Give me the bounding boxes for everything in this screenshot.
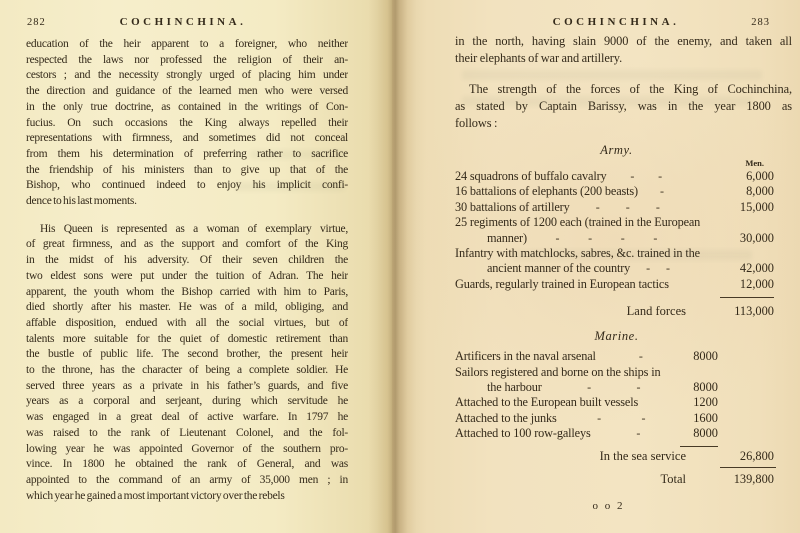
page-number-left: 282 [27,17,46,28]
table-row [455,200,792,215]
row-value: 8000 [693,349,718,364]
body-line: vince. In 1800 he obtained the rank of General, and was [26,458,348,471]
body-line: fucius. On such occasions the King always repelled their [26,116,348,129]
row-value: 30,000 [739,230,774,245]
row-value: 42,000 [739,261,774,276]
table-row [455,277,792,292]
body-line: dence to his last moments. [26,195,137,208]
left-page-header [0,16,392,32]
table-row [455,380,792,395]
body-line: talents more suitable for the quiet of domestic retirement than [26,332,348,345]
row-label: Infantry with matchlocks, sabres, &c. trained in the [455,246,700,261]
row-value: 12,000 [739,276,774,291]
signature-mark: o o 2 [592,499,625,512]
leader-dash: - [660,184,664,199]
row-value: 8000 [693,380,718,395]
body-line: cestors ; and the necessity strongly urged of placing him under [26,69,348,82]
running-title-left: COCHINCHINA. [119,16,247,28]
leader-dash: - [587,380,592,395]
leader-dashes [596,349,686,364]
table-row [455,246,792,261]
army-rows [455,169,792,292]
row-value: 1600 [693,410,718,425]
grand-total-row [455,472,792,487]
leader-dash: - [555,230,560,245]
army-title: Army. [600,143,633,157]
body-paragraph [455,81,792,132]
leader-dash: - [595,199,600,214]
leader-dashes [570,200,686,215]
body-paragraph [26,222,348,505]
body-line: The strength of the forces of the King of Cochinchina, [469,82,792,96]
left-page-body [26,37,348,504]
right-page-content [455,33,792,512]
body-line: representations with firmness, and sometimes did not conceal [26,132,348,145]
row-label: manner) [487,230,527,245]
body-line: Bishop, who continued indeed to enjoy his implicit confi- [26,179,348,192]
row-value: 6,000 [746,169,774,183]
body-line: their elephants of war and artillery. [455,51,623,65]
leader-dash: - [641,410,646,425]
body-paragraph [26,37,348,210]
row-label: 30 battalions of artillery [455,199,570,214]
grand-total-value: 139,800 [733,471,774,486]
row-label: ancient manner of the country [487,261,631,276]
leader-dash: - [655,199,660,214]
body-paragraph [455,33,792,67]
row-label: Attached to the European built vessels [455,395,639,410]
running-title-right: COCHINCHINA. [552,16,680,28]
body-line: follows : [455,116,498,130]
body-line: in the north, having slain 9000 of the enemy, and taken all [455,34,792,48]
body-line: respected the laws nor professed the religion of their an- [26,53,348,66]
row-label: Sailors registered and borne on the ships in [455,364,661,379]
body-line: two eldest sons were put under the tuition of Adran. The heir [26,269,348,282]
leader-dashes [542,380,686,395]
row-value: 1200 [693,395,718,410]
body-line: apparent, the youth whom the Bishop carried with him to Paris, [26,285,348,298]
body-line: was engaged in a great deal of active warfare. In 1797 he [26,411,348,424]
table-row [455,231,792,246]
row-value: 8000 [693,426,718,441]
row-label: the harbour [487,380,542,395]
leader-dashes [630,261,686,276]
row-label: 24 squadrons of buffalo cavalry [455,169,607,183]
body-line: to the throne, has the character of being a complete soldier. He [26,364,348,377]
body-line: which year he gained a most important victory over the rebels [26,489,285,502]
table-row [455,411,792,426]
leader-dash: - [638,349,643,364]
table-row [455,169,792,184]
row-label: Artificers in the naval arsenal [455,349,596,364]
left-page [0,0,392,533]
row-label: 25 regiments of 1200 each (trained in the European [455,215,701,230]
body-line: the direction and guidance of the learned men who were versed [26,85,348,98]
leader-dashes [607,169,686,184]
leader-dash: - [666,261,671,276]
row-value: 8,000 [746,184,774,199]
table-row [455,365,792,380]
table-row [455,261,792,276]
sea-service-total-row [455,449,792,464]
body-line: affable disposition, endued with all the social virtues, but of [26,316,348,329]
grand-total-label: Total [660,471,686,486]
body-line: appointed to the command of an army of 35,000 men ; in [26,473,348,486]
body-line: in the only true doctrine, as contained in the writings of Con- [26,100,348,113]
body-line: His Queen is represented as a woman of exemplary virtue, [40,222,348,235]
body-line: served three years as a private in his father’s guards, and five [26,379,348,392]
land-forces-value: 113,000 [734,304,774,319]
marine-rows [455,349,792,441]
leader-dash: - [588,230,593,245]
leader-dashes [557,411,686,426]
land-forces-label: Land forces [626,304,686,319]
table-row [455,184,792,199]
body-line: in the midst of his adversity. Of their seven children the [26,254,348,267]
army-table [455,143,792,319]
marine-table [455,329,792,486]
body-line: from them his determination of preferring rather to sacrifice [26,147,348,160]
land-forces-total-row [455,304,792,319]
body-line: lowing year he was appointed Governor of the southern pro- [26,442,348,455]
table-row [455,395,792,410]
body-line: was raised to the rank of Lieutenant Colonel, and the fol- [26,426,348,439]
right-page [392,0,800,533]
leader-dashes [638,184,686,199]
row-value: 15,000 [739,199,774,214]
body-line: the bustle of public life. The second brother, the present heir [26,348,348,361]
row-label: 16 battalions of elephants (200 beasts) [455,184,638,199]
right-page-header [392,16,800,32]
row-label: Attached to 100 row-galleys [455,426,591,441]
body-line: years as a corporal and serjeant, during which servitude he [26,395,348,408]
body-line: of great firmness, and as the support and comfort of the King [26,238,348,251]
page-number-right: 283 [751,17,770,28]
leader-dashes [527,231,686,246]
body-line: died shortly after his master. He was of a mild, obliging, and [26,301,348,314]
leader-dash: - [646,261,651,276]
leader-dash: - [636,426,641,441]
table-row [455,349,792,364]
leader-dashes [591,426,686,441]
leader-dash: - [658,169,663,183]
marine-title: Marine. [594,329,639,344]
leader-dash: - [620,230,625,245]
leader-dash: - [597,410,602,425]
grand-total-rule [720,467,776,468]
body-line: the friendship of his ministers than to give up that of the [26,163,348,176]
row-label: Guards, regularly trained in European tactics [455,276,669,291]
table-row [455,215,792,230]
land-forces-rule [720,297,774,298]
body-line: as stated by Captain Barissy, was in the year 1800 as [455,99,792,113]
leader-dash: - [625,199,630,214]
body-line: education of the heir apparent to a foreigner, who neither [26,38,348,50]
leader-dash: - [636,380,641,395]
sea-service-value: 26,800 [739,448,774,463]
sea-service-label: In the sea service [599,448,686,463]
right-page-body [455,33,792,132]
leader-dash: - [653,230,658,245]
sea-service-rule [680,446,718,447]
table-row [455,426,792,441]
column-header-men: Men. [745,158,764,168]
leader-dash: - [630,169,635,183]
row-label: Attached to the junks [455,410,557,425]
